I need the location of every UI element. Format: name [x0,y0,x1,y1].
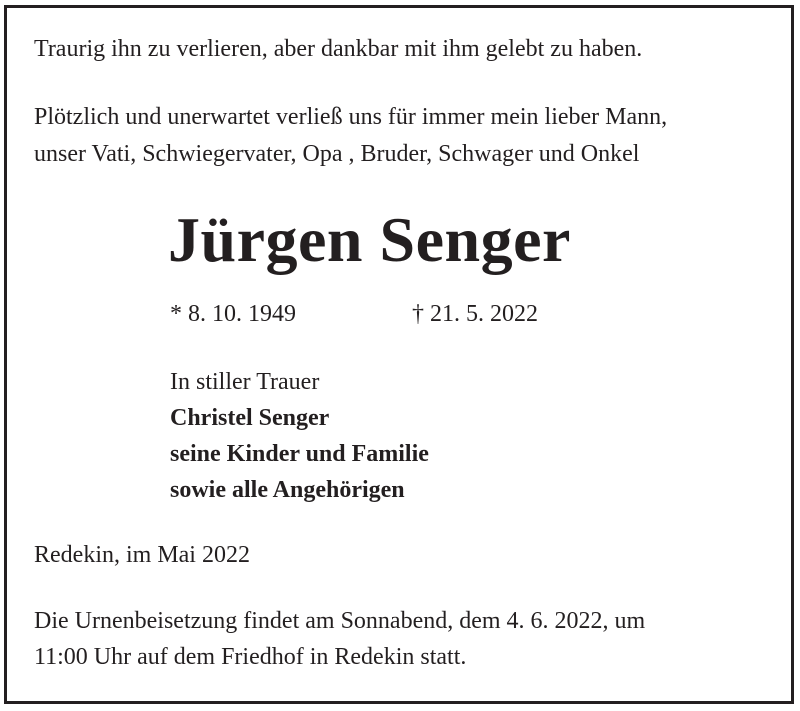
intro-text: Traurig ihn zu verlieren, aber dankbar mit ihm gelebt zu haben. [34,36,643,62]
place-date: Redekin, im Mai 2022 [34,542,250,568]
mourner-3: sowie alle Angehörigen [170,477,405,503]
burial-line-2: 11:00 Uhr auf dem Friedhof in Redekin statt. [34,644,467,670]
burial-line-1: Die Urnenbeisetzung findet am Sonnabend, dem 4. 6. 2022, um [34,608,646,634]
mourner-2: seine Kinder und Familie [170,441,429,467]
birth-date: * 8. 10. 1949 [170,301,296,327]
message-line-2: unser Vati, Schwiegervater, Opa , Bruder, Schwager und Onkel [34,141,640,167]
mourning-intro: In stiller Trauer [170,369,320,395]
mourner-1: Christel Senger [170,405,330,431]
deceased-name: Jürgen Senger [168,204,571,275]
message-line-1: Plötzlich und unerwartet verließ uns für immer mein lieber Mann, [34,104,668,130]
death-date: † 21. 5. 2022 [412,301,538,327]
